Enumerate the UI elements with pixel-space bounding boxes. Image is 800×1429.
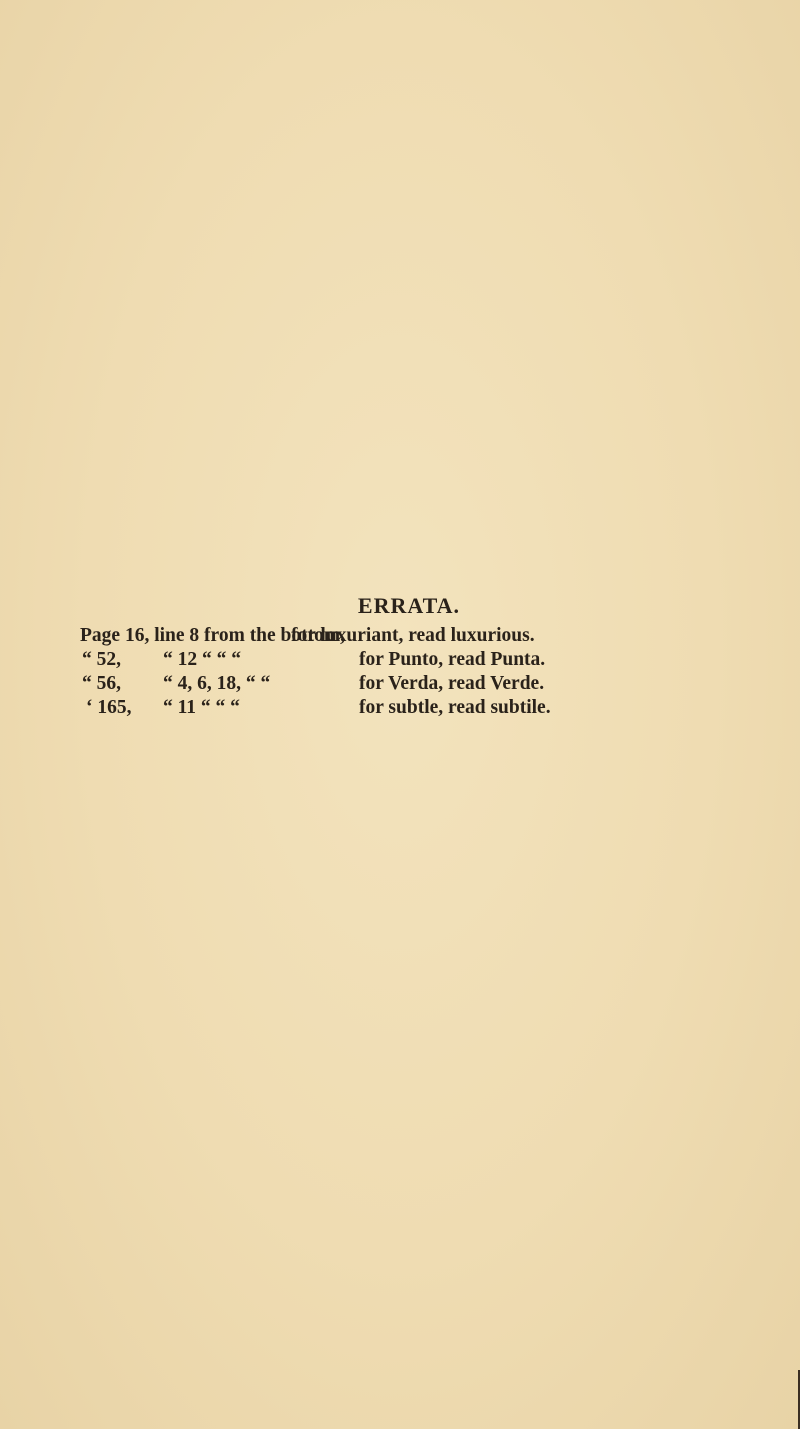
- errata-page: “ 52,: [82, 649, 121, 670]
- errata-entry: [80, 648, 780, 672]
- errata-page: ‘ 165,: [86, 697, 132, 718]
- errata-line: “ 12 “ “ “: [163, 649, 241, 670]
- errata-line: “ 4, 6, 18, “ “: [163, 673, 271, 694]
- errata-correction: for Punto, read Punta.: [359, 649, 546, 670]
- errata-page: “ 56,: [82, 673, 121, 694]
- errata-entry: [80, 624, 780, 648]
- errata-title: ERRATA.: [357, 593, 461, 618]
- errata-entry: [80, 672, 780, 696]
- errata-list: [80, 624, 780, 720]
- errata-correction: for luxuriant, read luxurious.: [291, 625, 535, 646]
- errata-correction: for Verda, read Verde.: [359, 673, 545, 694]
- errata-reference: Page 16, line 8 from the bottom,: [80, 625, 346, 646]
- errata-entry: [80, 696, 780, 720]
- errata-line: “ 11 “ “ “: [163, 697, 240, 718]
- errata-correction: for subtle, read subtile.: [359, 697, 551, 718]
